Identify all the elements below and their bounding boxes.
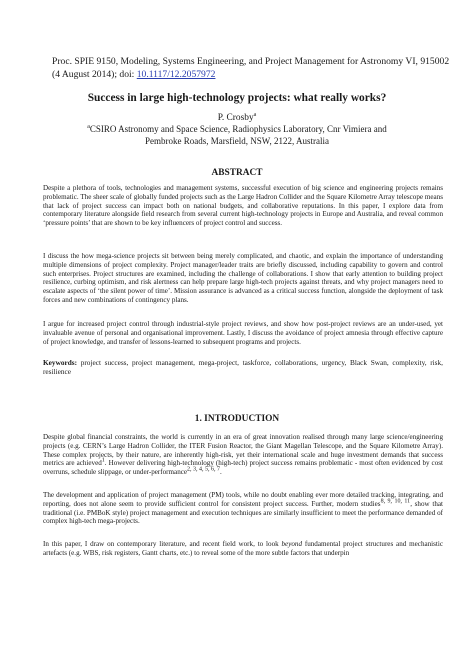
citation-block: [52, 55, 452, 81]
abstract-paragraph-3: I argue for increased project control through industrial-style project reviews, and show how post-project reviews are an under-used, yet invaluable avenue of personal and organisational improvement. Lastly, I discuss the avoidance of project amnesia through effective capture of project knowledge, and transfer of lessons-learned to subsequent programs and projects.: [43, 320, 443, 346]
intro-p2-text-b: , show that traditional (i.e. PMBoK style) project management and execution techniques are similarly insufficient to meet the performance demanded of complex high-tech mega-projects.: [43, 499, 444, 526]
keywords-label: Keywords:: [43, 358, 78, 367]
intro-p3-emphasis: beyond: [281, 540, 302, 548]
citation-superscript: 8, 9, 10, 11: [380, 498, 411, 505]
citation-text: Proc. SPIE 9150, Modeling, Systems Engineering, and Project Management for Astronomy VI, 915002 (4 August 2014); doi:: [52, 56, 450, 80]
doi-link[interactable]: 10.1117/12.2057972: [136, 69, 216, 80]
affiliation-line-2: Pembroke Roads, Marsfield, NSW, 2122, Australia: [145, 136, 329, 146]
intro-p1-text-a: Despite global financial constraints, the world is currently in an era of great innovation realised through many large science/engineering projects (e.g. CERN’s Large Hadron Collider, the ITER Fusion Reactor, the Giant Magellan Telescope, and the Square Kilometre Array). These complex projects, by their nature, are inherently high-risk, yet their international scale and huge investment demands that success metrics are achieved: [43, 433, 443, 468]
keywords-text: project success, project management, mega-project, taskforce, collaborations, urgency, Black Swan, complexity, risk, resilience: [43, 358, 443, 376]
intro-p3-text-a: In this paper, I draw on contemporary literature, and recent field work, to look: [43, 540, 282, 548]
introduction-paragraph-2: [43, 491, 443, 526]
intro-p1-text-c: .: [220, 468, 222, 476]
intro-p1-text-b: . However delivering high-technology (high-tech) project success remains problematic - most often evidenced by cost overruns, schedule slippage, or under-performance: [43, 459, 443, 476]
author-line: [0, 113, 474, 123]
citation-superscript: 1: [101, 457, 105, 464]
affiliation-line-1: CSIRO Astronomy and Space Science, Radiophysics Laboratory, Cnr Vimiera and: [89, 124, 387, 134]
intro-p3-text-b: fundamental project structures and mechanistic artefacts (e.g. WBS, risk registers, Gantt charts, etc.) to reveal some of the more subtle factors that underpin: [43, 540, 444, 557]
paper-title: Success in large high-technology projects: what really works?: [87, 92, 387, 104]
intro-p2-text-a: The development and application of project management (PM) tools, while no doubt enabling ever more detailed tracking, integrating, and reporting, does not alone seem to provide sufficient control for consistent project success. Further, modern studies: [43, 491, 443, 508]
affiliation-superscript: a: [87, 124, 90, 130]
abstract-heading: ABSTRACT: [211, 168, 263, 178]
abstract-paragraph-2: I discuss the how mega-science projects sit between being merely complicated, and chaotic, and explain the importance of understanding multiple dimensions of project complexity. Project manager/leader traits are briefly discussed, including capability to govern and control such enterprises. Project structures are examined, including the challenge of collaborations. I show that early attention to building project resilience, curbing optimism, and risk alertness can help prepare large high-tech projects against threats, and why project managers need to escalate aspects of ‘the silent power of time’. Mission assurance is advanced as a critical success function, alongside the deployment of task forces and new combinations of contingency plans.: [43, 252, 443, 304]
citation-superscript: 2, 3, 4, 5, 6, 7: [187, 466, 221, 473]
introduction-paragraph-3: [43, 540, 443, 558]
introduction-heading: 1. INTRODUCTION: [194, 414, 280, 424]
abstract-paragraph-1: Despite a plethora of tools, technologies and management systems, successful execution of big science and engineering projects remains problematic. The sheer scale of globally funded projects such as the Large Hadron Collider and the Square Kilometre Array telescope means that lack of project success can impact both on national budgets, and collaborative reputations. In this paper, I explore data from contemporary literature alongside field research from several current high-technology projects in Europe and Australia, and reveal common ‘pressure points’ that are shown to be key influencers of project control and success.: [43, 184, 443, 227]
introduction-paragraph-1: [43, 433, 443, 477]
affiliation: [60, 123, 414, 147]
author-name: P. Crosby: [217, 113, 254, 123]
author-superscript: a: [253, 111, 257, 118]
keywords-line: [43, 359, 443, 377]
